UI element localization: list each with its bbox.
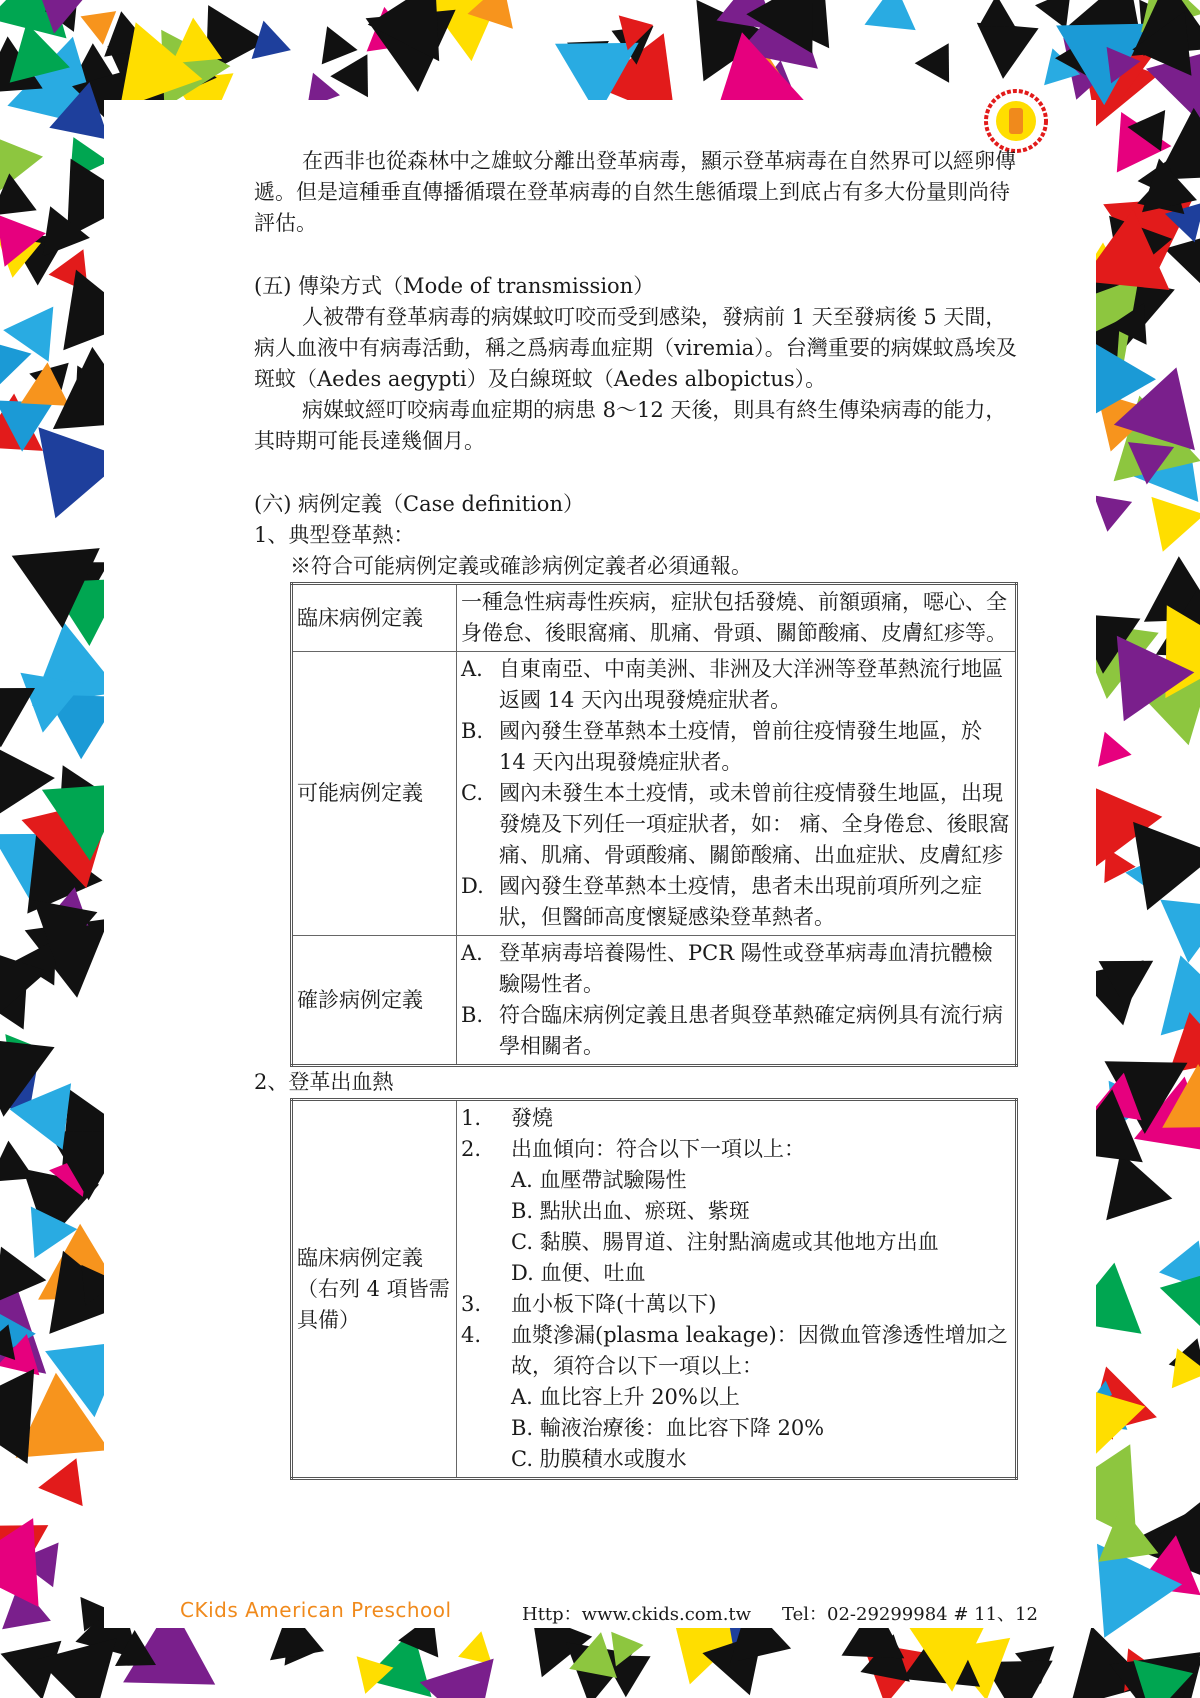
- dhf-criteria: [457, 1100, 1017, 1479]
- transmission-paragraph-2: 病媒蚊經叮咬病毒血症期的病患 8～12 天後，則具有終生傳染病毒的能力，其時期可能長達幾個月。: [254, 398, 1007, 453]
- table-row: [292, 936, 1017, 1066]
- border-triangle: [420, 1659, 494, 1698]
- dengue-hemorrhagic-fever-subheading: 2、登革出血熱: [254, 1070, 394, 1094]
- list-item: C. 黏膜、腸胃道、注射點滴處或其他地方出血: [511, 1230, 939, 1254]
- table-row: [292, 1100, 1017, 1479]
- list-item: 2. 出血傾向：符合以下一項以上：: [461, 1137, 805, 1161]
- border-triangle: [38, 1458, 82, 1506]
- list-item: 4. 血漿滲漏(plasma leakage)：因微血管滲透性增加之故，須符合以下一項以上：: [461, 1323, 1008, 1378]
- list-item: 3. 血小板下降(十萬以下): [461, 1292, 717, 1316]
- border-triangle: [330, 54, 368, 97]
- probable-definition-label: 可能病例定義: [292, 652, 457, 936]
- list-item: A. 自東南亞、中南美洲、非洲及大洋洲等登革熱流行地區返國 14 天內出現發燒症狀者。: [461, 657, 1003, 712]
- list-item: 1. 發燒: [461, 1106, 553, 1130]
- confirmed-definition-items: [457, 936, 1017, 1066]
- border-triangle: [1151, 497, 1200, 552]
- footer-brand: CKids American Preschool: [180, 1598, 452, 1622]
- document-body: [254, 146, 1020, 1480]
- section-5-heading: (五) 傳染方式（Mode of transmission）: [254, 274, 655, 298]
- reporting-note: ※符合可能病例定義或確診病例定義者必須通報。: [290, 554, 752, 578]
- clinical-definition-label: 臨床病例定義: [292, 584, 457, 652]
- page-footer: [0, 1598, 1200, 1632]
- list-item: A. 登革病毒培養陽性、PCR 陽性或登革病毒血清抗體檢驗陽性者。: [461, 941, 993, 996]
- footer-url[interactable]: Http：www.ckids.com.tw: [522, 1604, 752, 1625]
- border-triangle: [1094, 495, 1132, 531]
- border-triangle: [978, 0, 1015, 27]
- border-triangle: [865, 0, 916, 30]
- border-triangle: [458, 1631, 492, 1664]
- list-item: B. 國內發生登革熱本土疫情，曾前往疫情發生地區，於 14 天內出現發燒症狀者。: [461, 719, 982, 774]
- border-triangle: [977, 23, 1039, 79]
- list-item: D. 國內發生登革熱本土疫情，患者未出現前項所列之症狀，但醫師高度懷疑感染登革熱者。: [461, 874, 982, 929]
- list-item: D. 血便、吐血: [511, 1261, 646, 1285]
- border-triangle: [1106, 1152, 1172, 1220]
- list-item: B. 點狀出血、瘀斑、紫斑: [511, 1199, 750, 1223]
- probable-definition-items: [457, 652, 1017, 936]
- section-6-heading: (六) 病例定義（Case definition）: [254, 492, 584, 516]
- transmission-paragraph-1: 人被帶有登革病毒的病媒蚊叮咬而受到感染，發病前 1 天至發病後 5 天間，病人血液中有病毒活動，稱之爲病毒血症期（viremia）。台灣重要的病媒蚊爲埃及斑蚊（Aedes aegypti）及白線斑蚊（Aedes albopictus）。: [254, 305, 1017, 391]
- footer-tel: Tel：02-29299984 # 11、12: [782, 1604, 1038, 1625]
- table-row: [292, 584, 1017, 652]
- dhf-definition-table: [290, 1098, 1018, 1480]
- list-item: C. 肋膜積水或腹水: [511, 1447, 687, 1471]
- classic-dengue-subheading: 1、典型登革熱：: [254, 523, 415, 547]
- border-triangle: [0, 688, 35, 747]
- clinical-definition-text: 一種急性病毒性疾病，症狀包括發燒、前額頭痛，噁心、全身倦怠、後眼窩痛、肌痛、骨頭、關節酸痛、皮膚紅疹等。: [457, 584, 1017, 652]
- classic-dengue-definition-table: [290, 582, 1018, 1067]
- border-triangle: [0, 1141, 34, 1182]
- border-triangle: [1035, 0, 1071, 29]
- intro-paragraph: 在西非也從森林中之雄蚊分離出登革病毒，顯示登革病毒在自然界可以經卵傳遞。但是這種垂直傳播循環在登革病毒的自然生態循環上到底占有多大份量則尚待評估。: [254, 149, 1016, 235]
- list-item: B. 符合臨床病例定義且患者與登革熱確定病例具有流行病學相關者。: [461, 1003, 1003, 1058]
- list-item: C. 國內未發生本土疫情，或未曾前往疫情發生地區，出現發燒及下列任一項症狀者，如： 痛、全身倦怠、後眼窩痛、肌痛、骨頭酸痛、關節酸痛、出血症狀、皮膚紅疹: [461, 781, 1010, 867]
- border-triangle: [1098, 732, 1132, 767]
- border-triangle: [322, 26, 358, 64]
- dhf-clinical-definition-label: 臨床病例定義（右列 4 項皆需具備）: [292, 1100, 457, 1479]
- border-triangle: [0, 1247, 46, 1303]
- confirmed-definition-label: 確診病例定義: [292, 936, 457, 1066]
- preschool-logo-icon: [983, 88, 1049, 154]
- border-triangle: [1160, 900, 1200, 963]
- list-item: A. 血比容上升 20%以上: [511, 1385, 740, 1409]
- border-triangle: [1133, 822, 1200, 910]
- border-triangle: [0, 340, 32, 390]
- list-item: B. 輸液治療後：血比容下降 20%: [511, 1416, 825, 1440]
- border-triangle: [915, 43, 949, 82]
- list-item: A. 血壓帶試驗陽性: [511, 1168, 687, 1192]
- table-row: [292, 652, 1017, 936]
